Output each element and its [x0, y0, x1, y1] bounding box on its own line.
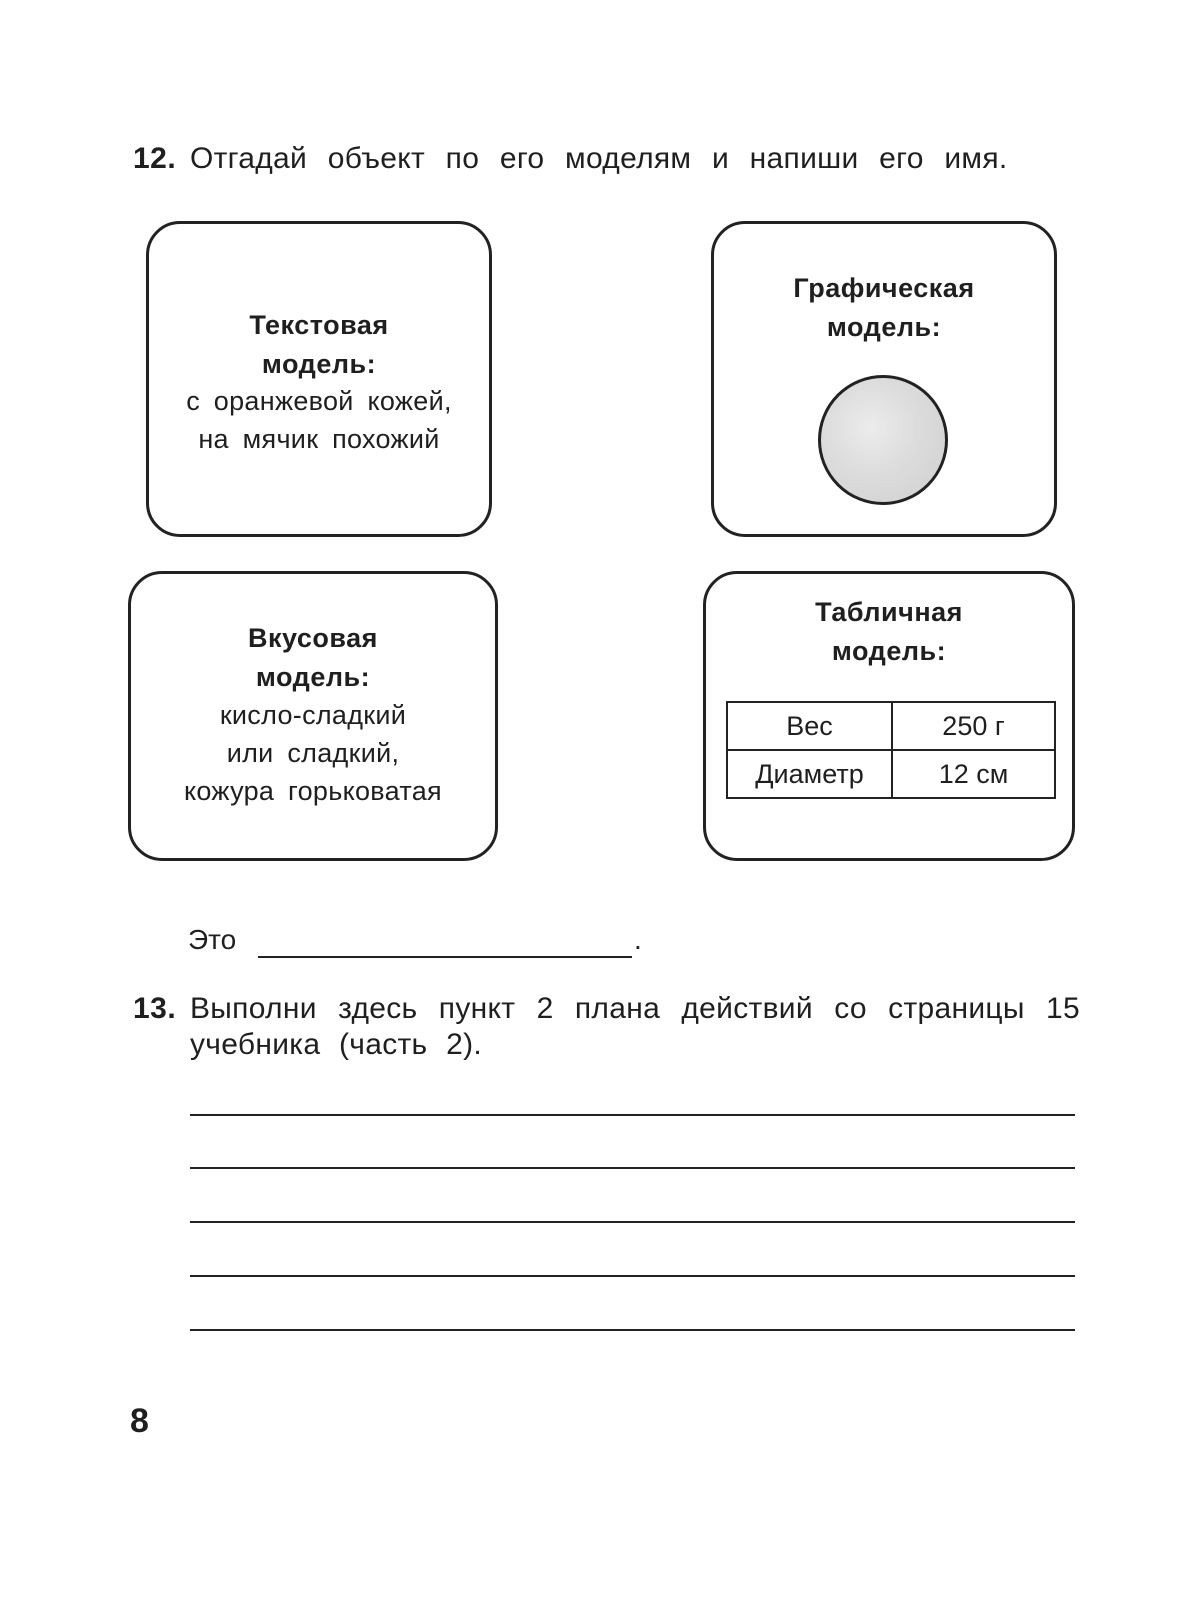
table-cell-value: 12 см: [892, 750, 1055, 798]
answer-prefix: Это: [188, 924, 237, 955]
writing-line[interactable]: [190, 1221, 1075, 1223]
table-row: [727, 750, 1055, 798]
table-cell-value: 250 г: [892, 702, 1055, 750]
taste-model-line: кожура горьковатая: [184, 776, 442, 806]
circle-shape-icon: [818, 375, 948, 505]
taste-model-title-line2: модель:: [255, 662, 371, 692]
writing-line[interactable]: [190, 1275, 1075, 1277]
table-model-title: [706, 593, 1072, 671]
graphic-model-title: [714, 269, 1054, 347]
answer-input-line[interactable]: [258, 928, 632, 958]
text-model-description: [149, 382, 489, 458]
taste-model-title: [131, 619, 495, 697]
taste-model-card: [128, 571, 498, 861]
text-model-title-line1: Текстовая: [249, 310, 389, 340]
task-13-instruction-line1: Выполни здесь пункт 2 плана действий со страницы 15: [190, 992, 1080, 1025]
taste-model-title-line1: Вкусовая: [248, 623, 378, 653]
answer-suffix: .: [634, 924, 642, 955]
text-model-line: на мячик похожий: [198, 424, 440, 454]
table-model-title-line2: модель:: [831, 636, 947, 666]
taste-model-description: [131, 696, 495, 810]
table-model-card: [703, 571, 1075, 861]
page-number: 8: [130, 1402, 149, 1440]
writing-line[interactable]: [190, 1167, 1075, 1169]
task-12-instruction: Отгадай объект по его моделям и напиши его имя.: [190, 142, 1008, 175]
task-13-instruction-line2: учебника (часть 2).: [190, 1028, 483, 1061]
text-model-title: [149, 306, 489, 384]
graphic-model-title-line1: Графическая: [793, 273, 975, 303]
text-model-line: с оранжевой кожей,: [186, 386, 452, 416]
taste-model-line: или сладкий,: [226, 738, 400, 768]
writing-line[interactable]: [190, 1329, 1075, 1331]
table-cell-label: Вес: [727, 702, 892, 750]
text-model-card: [146, 221, 492, 537]
table-cell-label: Диаметр: [727, 750, 892, 798]
table-model-title-line1: Табличная: [815, 597, 963, 627]
taste-model-line: кисло-сладкий: [219, 700, 407, 730]
graphic-model-card: [711, 221, 1057, 537]
task-13-number: 13.: [133, 992, 177, 1025]
table-model-table: [726, 701, 1056, 799]
graphic-model-title-line2: модель:: [826, 312, 942, 342]
task-12-number: 12.: [133, 142, 177, 175]
table-row: [727, 702, 1055, 750]
writing-line[interactable]: [190, 1114, 1075, 1116]
text-model-title-line2: модель:: [261, 349, 377, 379]
